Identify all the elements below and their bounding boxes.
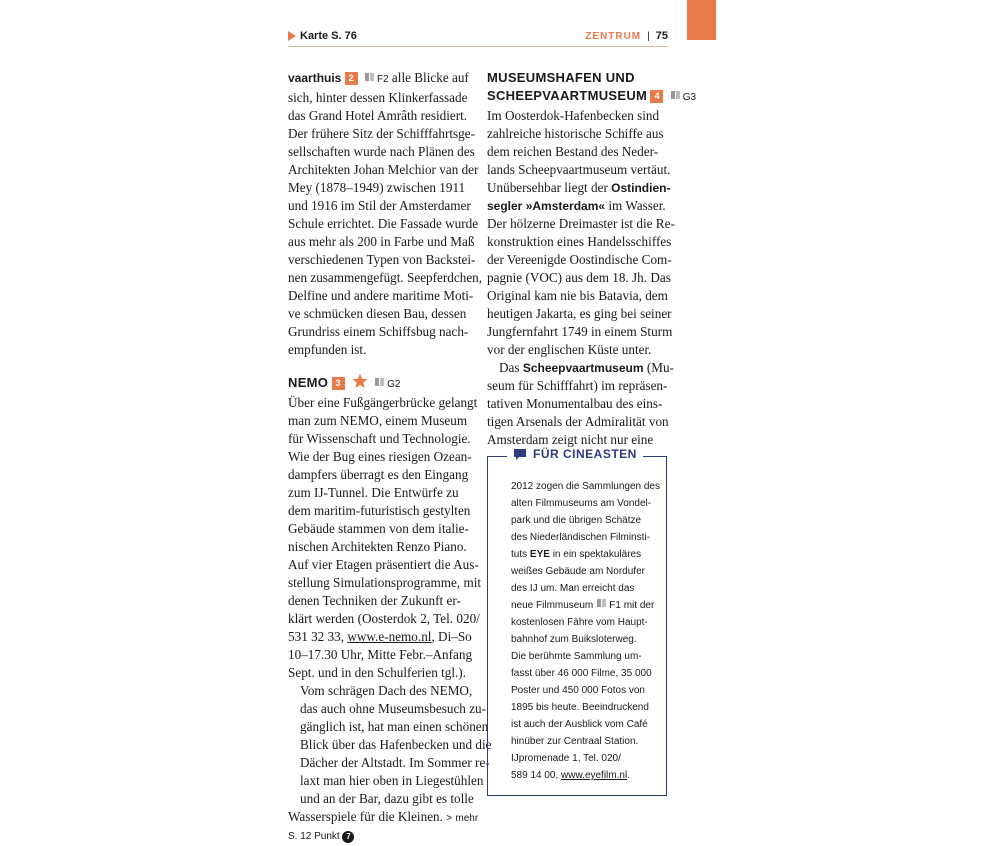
- left-column: [288, 69, 492, 846]
- text-line: Architekten Johan Melchior van der: [288, 162, 479, 177]
- section-name: ZENTRUM: [585, 30, 642, 42]
- grid-ref-g3: G3: [682, 92, 697, 103]
- indiaman-name-2: segler »Amsterdam«: [487, 199, 606, 213]
- indiaman-line-2: [487, 197, 667, 215]
- museum-text-b: [487, 215, 675, 359]
- marker-number-2: 2: [345, 72, 358, 85]
- nemo-title: NEMO: [288, 375, 329, 390]
- text-line: verschiedenen Typen von Backstei-: [288, 252, 476, 267]
- map-reference-text: Karte S. 76: [300, 30, 357, 42]
- star-icon: [352, 373, 368, 389]
- marker-number-4: 4: [650, 90, 663, 103]
- box-line: park und die übrigen Schätze: [511, 515, 642, 526]
- text-line: und an der Bar, dazu gibt es tolle: [300, 791, 474, 806]
- marker-number-3: 3: [332, 377, 345, 390]
- text-line: man zum NEMO, einem Museum: [288, 413, 468, 428]
- text-line: Der frühere Sitz der Schifffahrtsge-: [288, 126, 475, 141]
- eye-website-link[interactable]: www.eyefilm.nl: [561, 770, 628, 781]
- box-line: Die berühmte Sammlung um-: [511, 651, 642, 662]
- nemo-contact-line: [288, 628, 470, 646]
- text-line: Dächer der Altstadt. Im Sommer re-: [300, 755, 490, 770]
- text-line: heutigen Jakarta, es ging bei seiner: [487, 306, 672, 321]
- text-line: laxt man hier oben in Liegestühlen: [300, 773, 484, 788]
- box-line: fasst über 46 000 Filme, 35 000: [511, 668, 652, 679]
- nemo-last-text: Wasserspiele für die Kleinen.: [288, 809, 443, 824]
- box-title-text: FÜR CINEASTEN: [533, 447, 637, 461]
- museum-p2-first: [487, 359, 674, 377]
- text-line: nischen Architekten Renzo Piano.: [288, 539, 467, 554]
- box-line-contact: 589 14 00, www.eyefilm.nl.: [511, 770, 630, 781]
- nemo-phone: 531 32 33,: [288, 629, 345, 644]
- nemo-last-line: [288, 808, 479, 828]
- text-line: seum für Schifffahrt) im repräsen-: [487, 378, 668, 393]
- text-line: vor der englischen Küste unter.: [487, 342, 652, 357]
- speech-bubble-icon: [513, 448, 527, 461]
- point-number-badge: 7: [342, 831, 354, 843]
- page-tab: [687, 0, 716, 40]
- grid-ref-f2: F2: [376, 74, 389, 85]
- text-line: Gebäude stammen von dem italie-: [288, 521, 469, 536]
- text-line: Delfine und andere maritime Moti-: [288, 288, 474, 303]
- indiaman-name-1: Ostindien-: [611, 181, 671, 195]
- box-line: weißes Gebäude am Nordufer: [511, 566, 645, 577]
- museum-text-a: [487, 107, 671, 179]
- museum-title-line-2: [487, 87, 697, 107]
- vaarthuis-line-1: alle Blicke auf: [391, 70, 469, 85]
- text-line: dampfers überragt es den Eingang: [288, 467, 469, 482]
- box-line: alten Filmmuseums am Vondel-: [511, 498, 652, 509]
- header-right: [585, 30, 668, 42]
- museum-title-line-1: MUSEUMSHAFEN UND: [487, 70, 635, 85]
- vaarthuis-name: vaarthuis: [288, 71, 342, 85]
- text-line: lands Scheepvaartmuseum vertäut.: [487, 162, 671, 177]
- box-line: ist auch der Ausblick vom Café: [511, 719, 648, 730]
- nemo-roof-text: [288, 682, 492, 808]
- nemo-website-link[interactable]: www.e-nemo.nl: [347, 629, 432, 644]
- text-line: gänglich ist, hat man einen schönen: [300, 719, 489, 734]
- text-line: der Vereenigde Oostindische Com-: [487, 252, 672, 267]
- text-line: und 1916 im Stil der Amsterdamer: [288, 198, 471, 213]
- text-line: tigen Arsenals der Admiralität von: [487, 414, 669, 429]
- text-line: ve schmücken diesen Bau, dessen: [288, 306, 467, 321]
- more-reference-line[interactable]: [288, 828, 470, 846]
- museum-text-c: [487, 377, 667, 449]
- box-text: [511, 478, 661, 784]
- map-book-icon: [365, 72, 375, 82]
- text-line: empfunden ist.: [288, 342, 367, 357]
- p2-post: (Mu-: [646, 360, 674, 375]
- nemo-heading: [288, 373, 470, 394]
- text-line: Über eine Fußgängerbrücke gelangt: [288, 395, 478, 410]
- text-line: Amsterdam zeigt nicht nur eine: [487, 432, 654, 447]
- box-line-eye: tuts EYE in ein spektakuläres: [511, 549, 642, 560]
- map-book-icon: [671, 90, 681, 100]
- museum-title: SCHEEPVAARTMUSEUM: [487, 88, 648, 103]
- text-line: zahlreiche historische Schiffe aus: [487, 126, 664, 141]
- text-line: denen Techniken der Zukunft er-: [288, 593, 461, 608]
- p2-museum-name: Scheepvaartmuseum: [522, 361, 644, 375]
- box-line: hinüber zur Centraal Station.: [511, 736, 639, 747]
- text-line: zum IJ-Tunnel. Die Entwürfe zu: [288, 485, 459, 500]
- text-line: stellung Simulationsprogramme, mit: [288, 575, 482, 590]
- text-line: Original kam nie bis Batavia, dem: [487, 288, 668, 303]
- text-line: dem maritim-futuristisch gestylten: [288, 503, 471, 518]
- box-line: des IJ um. Man erreicht das: [511, 583, 635, 594]
- text-line: sellschaften wurde nach Plänen des: [288, 144, 475, 159]
- box-line: kostenlosen Fähre vom Haupt-: [511, 617, 648, 628]
- box-line: bahnhof zum Buiksloterweg.: [511, 634, 637, 645]
- text-line: Vom schrägen Dach des NEMO,: [300, 683, 473, 698]
- right-column: [487, 69, 697, 449]
- text-line: Blick über das Hafenbecken und die: [300, 737, 492, 752]
- text-line: das Grand Hotel Amrâth residiert.: [288, 108, 468, 123]
- box-title: [507, 447, 643, 461]
- grid-ref-g2: G2: [387, 379, 401, 390]
- text-line: Jungfernfahrt 1749 in einem Sturm: [487, 324, 673, 339]
- vaarthuis-first-line: [288, 69, 470, 89]
- box-line-filmmuseum: neue Filmmuseum F1 mit der: [511, 600, 655, 611]
- text-line: Schule errichtet. Die Fassade wurde: [288, 216, 479, 231]
- text-line: aus mehr als 200 in Farbe und Maß: [288, 234, 475, 249]
- text-line: Grundriss einem Schiffsbug nach-: [288, 324, 469, 339]
- page-number: 75: [655, 30, 668, 42]
- nemo-hours: [288, 646, 473, 682]
- map-reference[interactable]: [288, 30, 357, 42]
- p2-pre: Das: [499, 360, 520, 375]
- cineasten-box: [487, 447, 667, 796]
- text-line: das auch ohne Museumsbesuch zu-: [300, 701, 487, 716]
- text-line: sich, hinter dessen Klinkerfassade: [288, 90, 468, 105]
- more-reference[interactable]: mehr: [455, 813, 479, 824]
- map-book-icon: [375, 377, 385, 387]
- box-line: des Niederländischen Filminsti-: [511, 532, 650, 543]
- text-line: tativen Monumentalbau des eins-: [487, 396, 663, 411]
- indiaman-post: im Wasser.: [608, 198, 666, 213]
- running-header: [288, 28, 668, 47]
- reference-page: S. 12 Punkt: [288, 831, 340, 842]
- indiaman-pre: Unübersehbar liegt der: [487, 180, 608, 195]
- text-line: Sept. und in den Schulferien tgl.).: [288, 665, 466, 680]
- map-book-icon: [597, 598, 607, 608]
- text-line: konstruktion eines Handelsschiffes: [487, 234, 672, 249]
- text-line: pagnie (VOC) aus dem 18. Jh. Das: [487, 270, 671, 285]
- box-line: 2012 zogen die Sammlungen des: [511, 481, 660, 492]
- text-line: Mey (1878–1949) zwischen 1911: [288, 180, 466, 195]
- box-line: Poster und 450 000 Fotos von: [511, 685, 645, 696]
- text-line: Wie der Bug eines riesigen Ozean-: [288, 449, 472, 464]
- text-line: 10–17.30 Uhr, Mitte Febr.–Anfang: [288, 647, 473, 662]
- header-separator: |: [647, 30, 650, 42]
- nemo-text: [288, 394, 482, 628]
- box-line: 1895 bis heute. Beeindruckend: [511, 702, 649, 713]
- box-line: IJpromenade 1, Tel. 020/: [511, 753, 621, 764]
- nemo-hours-start: , Di–So: [431, 629, 472, 644]
- text-line: Im Oosterdok-Hafenbecken sind: [487, 108, 660, 123]
- text-line: für Wissenschaft und Technologie.: [288, 431, 471, 446]
- text-line: nen zusammengefügt. Seepferdchen,: [288, 270, 483, 285]
- text-line: Der hölzerne Dreimaster ist die Re-: [487, 216, 675, 231]
- more-arrow: >: [446, 813, 453, 824]
- text-line: dem reichen Bestand des Neder-: [487, 144, 659, 159]
- vaarthuis-text: [288, 89, 483, 359]
- text-line: klärt werden (Oosterdok 2, Tel. 020/: [288, 611, 480, 626]
- indiaman-line: [487, 179, 671, 197]
- text-line: Auf vier Etagen präsentiert die Aus-: [288, 557, 479, 572]
- arrow-icon: [288, 31, 296, 41]
